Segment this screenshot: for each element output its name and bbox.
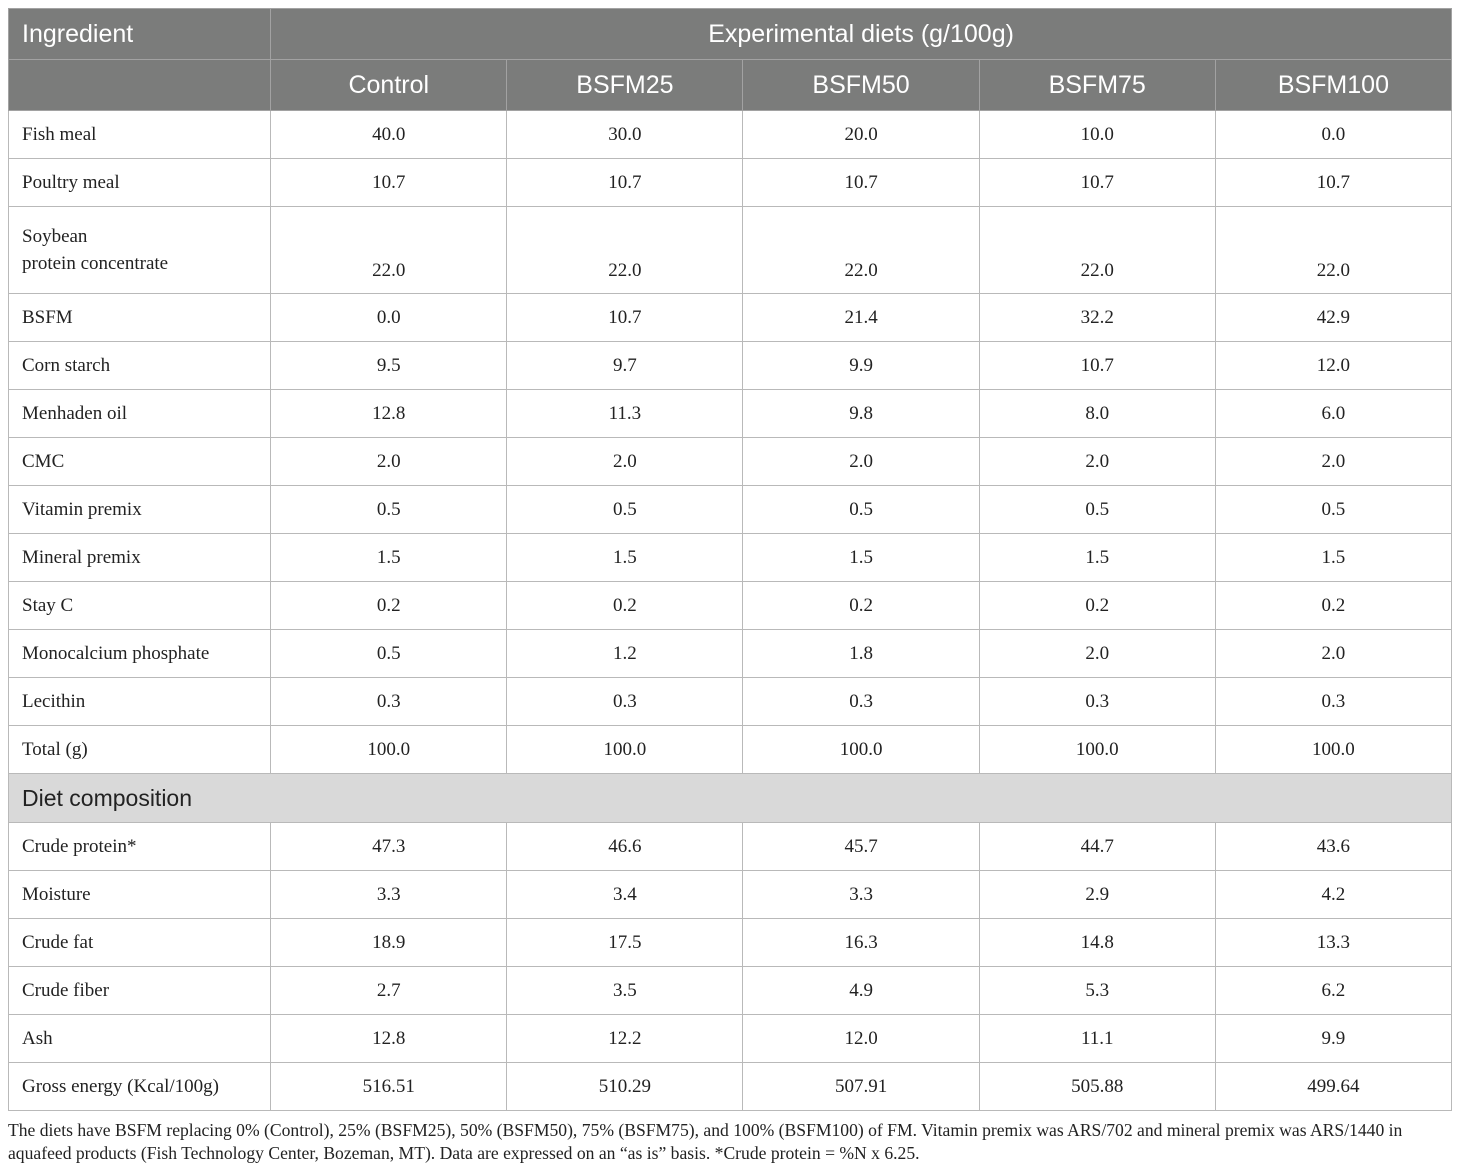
header-col-bsfm25: BSFM25	[507, 60, 743, 111]
cell-value: 10.7	[507, 159, 743, 207]
cell-value: 22.0	[271, 207, 507, 294]
cell-value: 0.2	[979, 582, 1215, 630]
cell-value: 12.0	[1215, 342, 1451, 390]
row-label: Corn starch	[9, 342, 271, 390]
cell-value: 3.3	[743, 871, 979, 919]
table-figure	[8, 8, 1452, 1165]
cell-value: 11.3	[507, 390, 743, 438]
table-row	[9, 919, 1452, 967]
cell-value: 12.8	[271, 390, 507, 438]
diet-table	[8, 8, 1452, 1111]
cell-value: 46.6	[507, 823, 743, 871]
cell-value: 100.0	[743, 726, 979, 774]
cell-value: 21.4	[743, 294, 979, 342]
cell-value: 1.5	[1215, 534, 1451, 582]
cell-value: 12.8	[271, 1015, 507, 1063]
cell-value: 100.0	[979, 726, 1215, 774]
row-label: Poultry meal	[9, 159, 271, 207]
table-row	[9, 111, 1452, 159]
row-label: Crude protein*	[9, 823, 271, 871]
cell-value: 3.3	[271, 871, 507, 919]
header-col-bsfm50: BSFM50	[743, 60, 979, 111]
cell-value: 10.7	[1215, 159, 1451, 207]
cell-value: 22.0	[1215, 207, 1451, 294]
cell-value: 5.3	[979, 967, 1215, 1015]
header-ingredient: Ingredient	[9, 9, 271, 60]
cell-value: 2.7	[271, 967, 507, 1015]
cell-value: 9.5	[271, 342, 507, 390]
header-row-group	[9, 9, 1452, 60]
cell-value: 10.7	[271, 159, 507, 207]
row-label-line2: protein concentrate	[22, 253, 169, 274]
cell-value: 47.3	[271, 823, 507, 871]
row-label: BSFM	[9, 294, 271, 342]
table-row	[9, 390, 1452, 438]
cell-value: 2.0	[1215, 438, 1451, 486]
cell-value: 0.2	[743, 582, 979, 630]
cell-value: 516.51	[271, 1063, 507, 1111]
table-row	[9, 159, 1452, 207]
cell-value: 40.0	[271, 111, 507, 159]
cell-value: 1.8	[743, 630, 979, 678]
cell-value: 2.0	[979, 630, 1215, 678]
header-experimental-diets: Experimental diets (g/100g)	[271, 9, 1452, 60]
row-label: CMC	[9, 438, 271, 486]
row-label	[9, 207, 271, 294]
cell-value: 0.0	[1215, 111, 1451, 159]
table-body	[9, 111, 1452, 1111]
cell-value: 10.7	[507, 294, 743, 342]
cell-value: 44.7	[979, 823, 1215, 871]
row-label-line1: Soybean	[22, 226, 88, 247]
cell-value: 507.91	[743, 1063, 979, 1111]
table-row	[9, 678, 1452, 726]
row-label: Stay C	[9, 582, 271, 630]
cell-value: 3.5	[507, 967, 743, 1015]
cell-value: 0.5	[1215, 486, 1451, 534]
cell-value: 0.5	[743, 486, 979, 534]
cell-value: 4.9	[743, 967, 979, 1015]
table-header	[9, 9, 1452, 111]
cell-value: 3.4	[507, 871, 743, 919]
table-row	[9, 438, 1452, 486]
row-label: Lecithin	[9, 678, 271, 726]
cell-value: 45.7	[743, 823, 979, 871]
cell-value: 10.7	[979, 342, 1215, 390]
row-label: Menhaden oil	[9, 390, 271, 438]
cell-value: 0.3	[979, 678, 1215, 726]
cell-value: 9.9	[1215, 1015, 1451, 1063]
cell-value: 0.3	[271, 678, 507, 726]
cell-value: 0.0	[271, 294, 507, 342]
table-row	[9, 726, 1452, 774]
cell-value: 10.7	[743, 159, 979, 207]
cell-value: 100.0	[507, 726, 743, 774]
cell-value: 22.0	[743, 207, 979, 294]
table-row	[9, 534, 1452, 582]
cell-value: 22.0	[507, 207, 743, 294]
cell-value: 11.1	[979, 1015, 1215, 1063]
cell-value: 2.0	[507, 438, 743, 486]
cell-value: 0.5	[271, 630, 507, 678]
table-row	[9, 630, 1452, 678]
cell-value: 6.2	[1215, 967, 1451, 1015]
row-label: Crude fat	[9, 919, 271, 967]
table-row	[9, 486, 1452, 534]
section-row	[9, 774, 1452, 823]
table-row	[9, 342, 1452, 390]
table-row	[9, 582, 1452, 630]
row-label: Vitamin premix	[9, 486, 271, 534]
cell-value: 510.29	[507, 1063, 743, 1111]
table-footnote: The diets have BSFM replacing 0% (Control), 25% (BSFM25), 50% (BSFM50), 75% (BSFM75), and 100% (BSFM100) of FM. Vitamin premix was ARS/702 and mineral premix was ARS/1440 in aquafeed products (Fish Technology Center, Bozeman, MT). Data are expressed on an “as is” basis. *Crude protein = %N x 6.25.	[8, 1120, 1403, 1163]
cell-value: 499.64	[1215, 1063, 1451, 1111]
table-row	[9, 207, 1452, 294]
cell-value: 12.0	[743, 1015, 979, 1063]
cell-value: 18.9	[271, 919, 507, 967]
cell-value: 2.0	[1215, 630, 1451, 678]
cell-value: 16.3	[743, 919, 979, 967]
cell-value: 30.0	[507, 111, 743, 159]
table-row	[9, 823, 1452, 871]
cell-value: 2.0	[271, 438, 507, 486]
cell-value: 2.9	[979, 871, 1215, 919]
cell-value: 100.0	[1215, 726, 1451, 774]
cell-value: 505.88	[979, 1063, 1215, 1111]
cell-value: 17.5	[507, 919, 743, 967]
row-label: Ash	[9, 1015, 271, 1063]
cell-value: 9.7	[507, 342, 743, 390]
cell-value: 100.0	[271, 726, 507, 774]
header-blank-cell	[9, 60, 271, 111]
row-label: Fish meal	[9, 111, 271, 159]
cell-value: 14.8	[979, 919, 1215, 967]
table-row	[9, 967, 1452, 1015]
cell-value: 6.0	[1215, 390, 1451, 438]
cell-value: 1.5	[507, 534, 743, 582]
cell-value: 9.8	[743, 390, 979, 438]
cell-value: 10.0	[979, 111, 1215, 159]
table-row	[9, 1015, 1452, 1063]
cell-value: 9.9	[743, 342, 979, 390]
cell-value: 42.9	[1215, 294, 1451, 342]
row-label: Crude fiber	[9, 967, 271, 1015]
row-label: Moisture	[9, 871, 271, 919]
cell-value: 0.5	[271, 486, 507, 534]
cell-value: 0.2	[507, 582, 743, 630]
section-label-diet-composition: Diet composition	[9, 774, 1452, 823]
cell-value: 10.7	[979, 159, 1215, 207]
cell-value: 8.0	[979, 390, 1215, 438]
header-col-bsfm100: BSFM100	[1215, 60, 1451, 111]
table-row	[9, 294, 1452, 342]
cell-value: 1.5	[979, 534, 1215, 582]
cell-value: 22.0	[979, 207, 1215, 294]
cell-value: 12.2	[507, 1015, 743, 1063]
header-row-columns	[9, 60, 1452, 111]
cell-value: 0.5	[507, 486, 743, 534]
table-row	[9, 1063, 1452, 1111]
cell-value: 20.0	[743, 111, 979, 159]
row-label: Total (g)	[9, 726, 271, 774]
cell-value: 0.2	[1215, 582, 1451, 630]
cell-value: 0.3	[743, 678, 979, 726]
cell-value: 0.3	[1215, 678, 1451, 726]
table-row	[9, 871, 1452, 919]
cell-value: 0.5	[979, 486, 1215, 534]
cell-value: 0.3	[507, 678, 743, 726]
header-col-control: Control	[271, 60, 507, 111]
row-label: Gross energy (Kcal/100g)	[9, 1063, 271, 1111]
cell-value: 1.5	[743, 534, 979, 582]
cell-value: 13.3	[1215, 919, 1451, 967]
cell-value: 43.6	[1215, 823, 1451, 871]
row-label: Mineral premix	[9, 534, 271, 582]
cell-value: 0.2	[271, 582, 507, 630]
cell-value: 1.5	[271, 534, 507, 582]
cell-value: 2.0	[743, 438, 979, 486]
row-label: Monocalcium phosphate	[9, 630, 271, 678]
header-col-bsfm75: BSFM75	[979, 60, 1215, 111]
cell-value: 1.2	[507, 630, 743, 678]
cell-value: 4.2	[1215, 871, 1451, 919]
cell-value: 32.2	[979, 294, 1215, 342]
cell-value: 2.0	[979, 438, 1215, 486]
